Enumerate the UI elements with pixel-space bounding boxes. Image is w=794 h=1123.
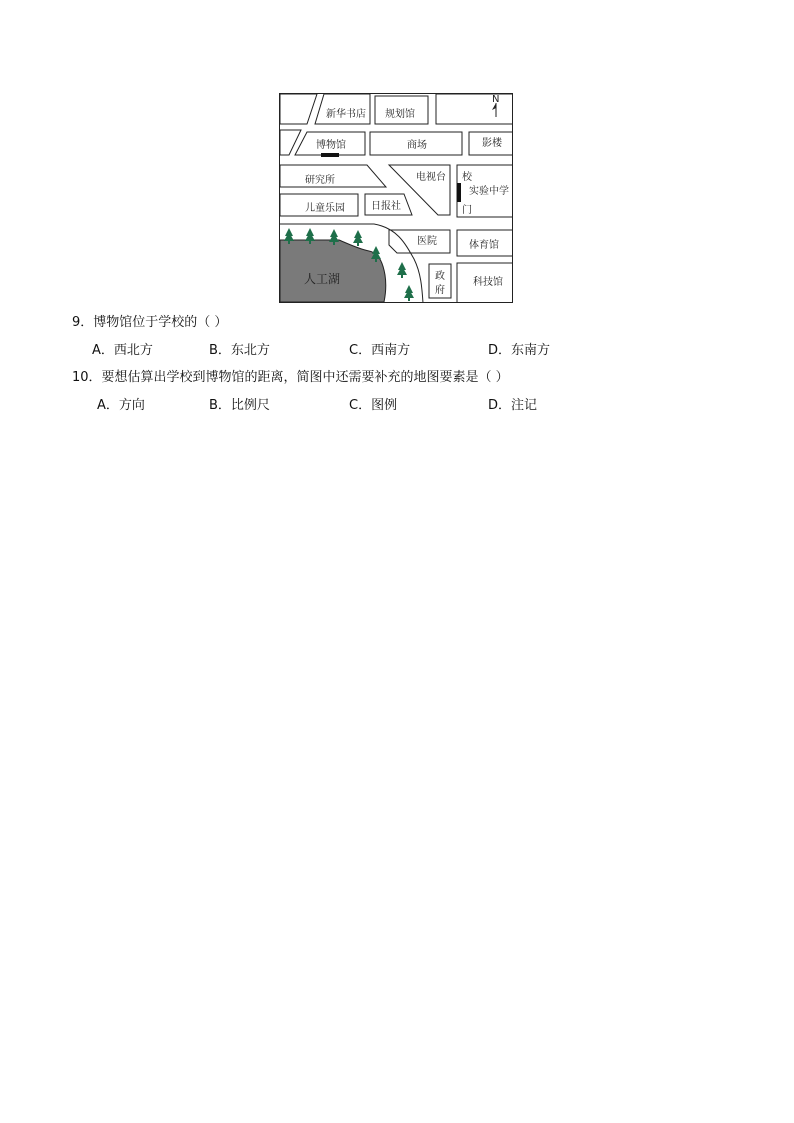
q9-option-c[interactable]: C．西南方 [349,343,411,358]
question-9: 9．博物馆位于学校的（ ） [72,315,228,330]
label-dianshi: 电视台 [416,172,446,183]
q9-option-b[interactable]: B．东北方 [209,343,270,358]
q10-option-a[interactable]: A．方向 [97,398,145,413]
label-tiyu: 体育馆 [469,240,499,251]
school-gate-marker [457,183,461,202]
label-yiyuan: 医院 [417,236,437,247]
city-map [279,93,513,303]
q9-option-d[interactable]: D．东南方 [488,343,551,358]
q10-option-b[interactable]: B．比例尺 [209,398,270,413]
q10-option-d[interactable]: D．注记 [488,398,538,413]
label-fu: 府 [435,285,445,296]
label-yinglou: 影楼 [482,138,502,149]
label-school: 实验中学 [469,186,509,197]
label-ribao: 日报社 [371,201,401,212]
label-xiao: 校 [462,172,472,183]
label-keji: 科技馆 [473,277,503,288]
label-guihua: 规划馆 [385,109,415,120]
label-bowu: 博物馆 [316,140,346,151]
q10-option-c[interactable]: C．图例 [349,398,398,413]
label-yanjiu: 研究所 [305,175,335,186]
question-10: 10．要想估算出学校到博物馆的距离，简图中还需要补充的地图要素是（ ） [72,370,509,385]
north-label: N [492,94,500,105]
label-xinhua: 新华书店 [326,109,366,120]
label-zheng: 政 [435,271,445,282]
label-lake: 人工湖 [304,272,341,286]
q9-option-a[interactable]: A．西北方 [92,343,153,358]
label-shangchang: 商场 [407,140,427,151]
museum-marker [321,153,339,157]
label-ertong: 儿童乐园 [305,203,345,214]
label-men: 门 [462,205,472,216]
